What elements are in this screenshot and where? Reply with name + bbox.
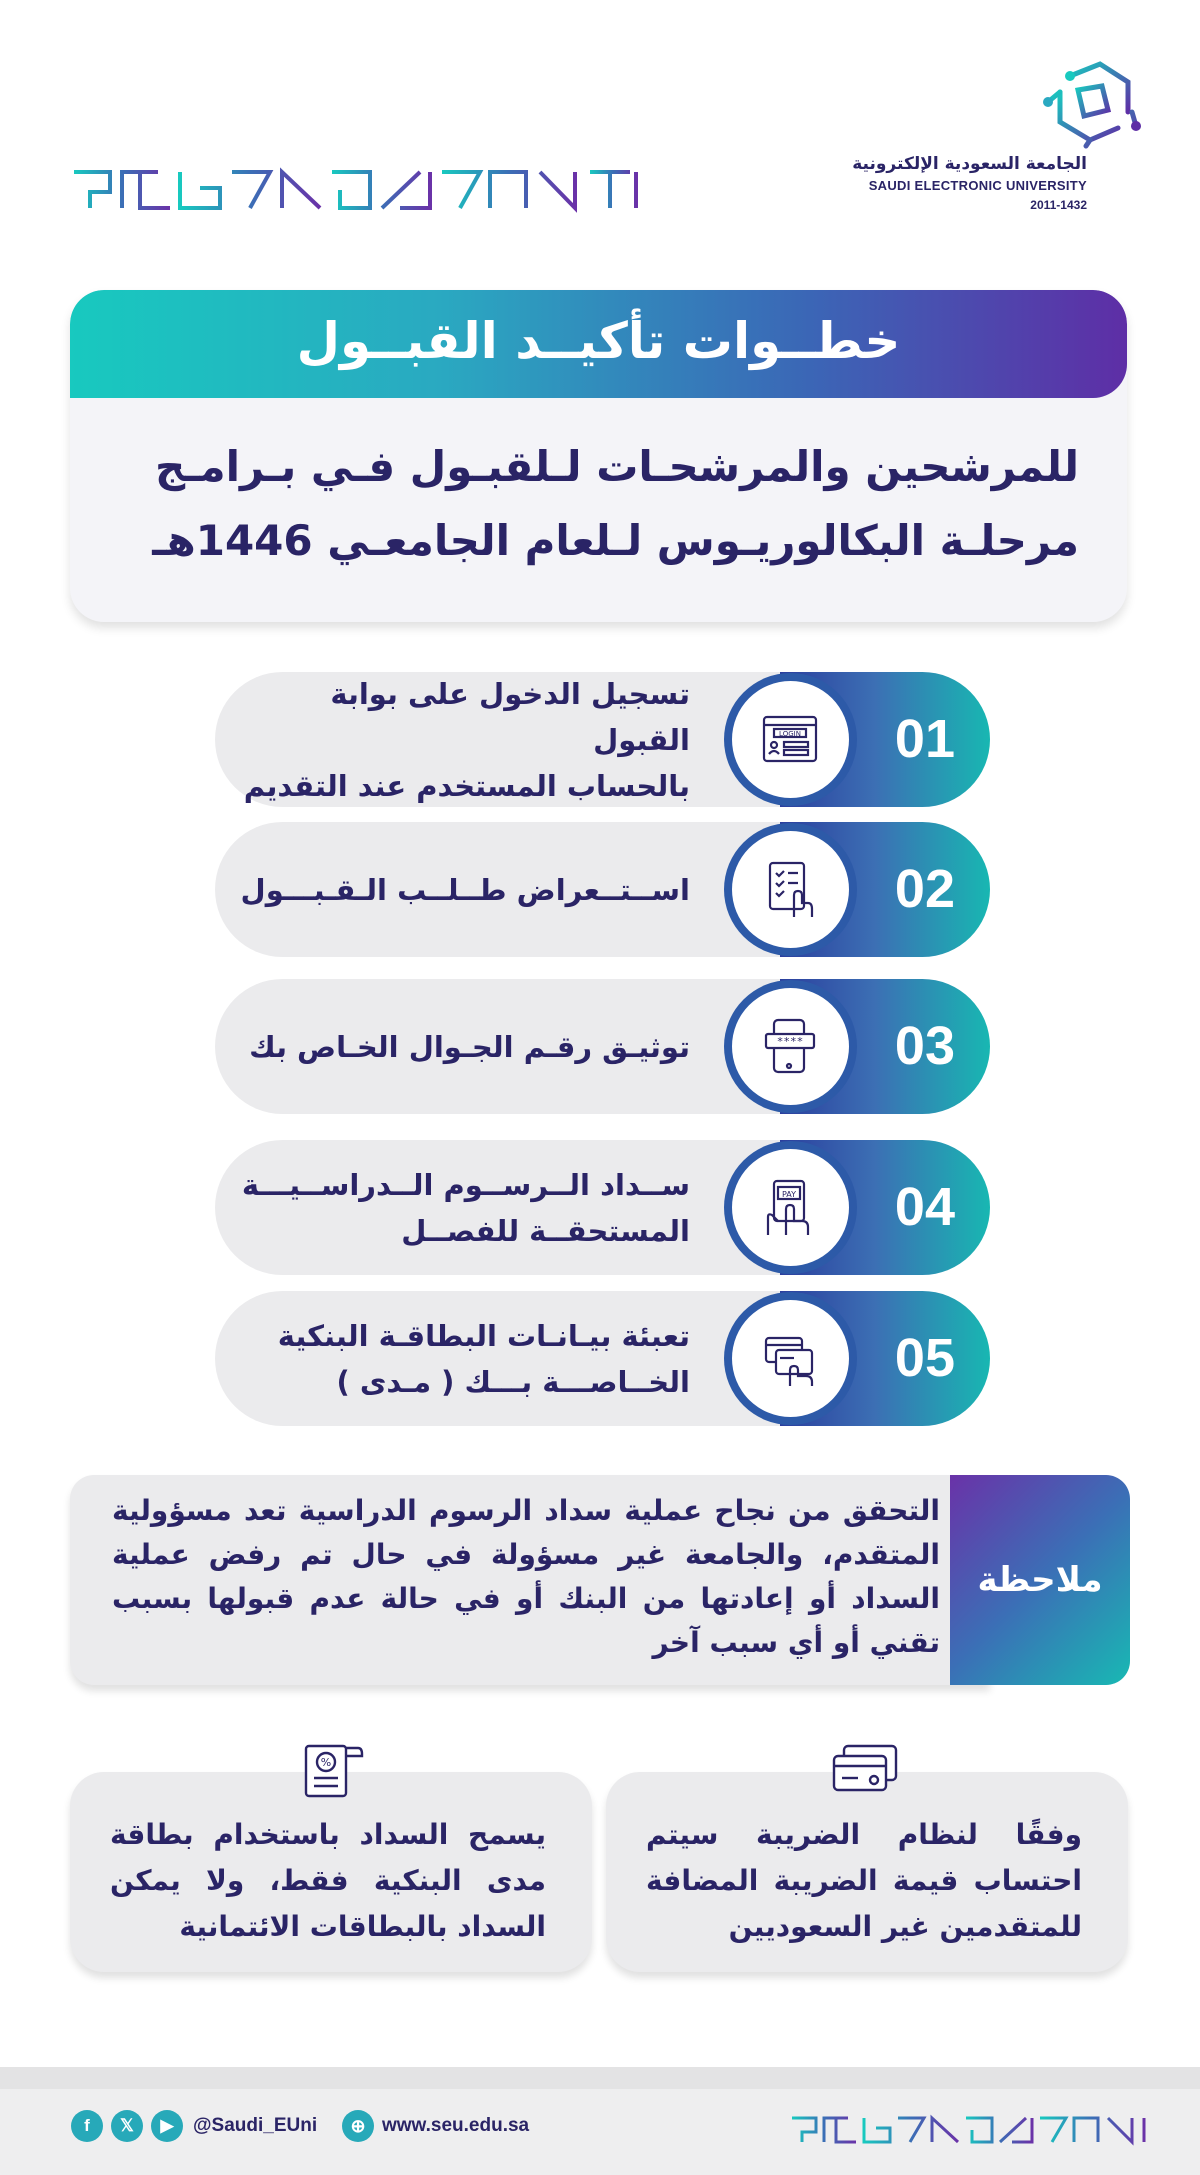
mada-info-text: يسمح السداد باستخدام بطاقة مدى البنكية فقط، ولا يمكن السداد بالبطاقات الائتمانية	[110, 1818, 546, 1943]
step-01	[215, 672, 990, 807]
step-number: 02	[894, 859, 955, 919]
login-icon	[760, 709, 820, 769]
header-pattern	[70, 162, 640, 218]
tax-info-card	[606, 1772, 1128, 1972]
mada-info-card	[70, 1772, 592, 1972]
x-icon[interactable]: 𝕏	[111, 2110, 143, 2142]
tax-info-text: وفقًا لنظام الضريبة سيتم احتساب قيمة الضريبة المضافة للمتقدمين غير السعوديين	[646, 1818, 1082, 1943]
website-link[interactable]: www.seu.edu.sa	[382, 2115, 530, 2136]
step-line-1: ســداد الــرســوم الــدراســيـــة	[241, 1167, 690, 1202]
card-reader-icon	[828, 1742, 904, 1800]
step-line-1: توثيـق رقـم الجـوال الخـاص بك	[249, 1029, 690, 1064]
globe-icon: ⊕	[342, 2110, 374, 2142]
step-line-2: المستحقــة للفصــل	[401, 1213, 690, 1248]
step-line-1: اســتــعراض طــلــب الـقـبـــول	[240, 872, 690, 907]
university-years: 2011-1432	[1030, 198, 1087, 212]
step-02	[215, 822, 990, 957]
step-number: 04	[894, 1177, 955, 1237]
step-line-1: تسجيل الدخول على بوابة القبول	[330, 676, 690, 757]
facebook-icon[interactable]: f	[71, 2110, 103, 2142]
bank-card-icon	[760, 1328, 820, 1388]
svg-text:PAY: PAY	[781, 1190, 797, 1199]
social-handle[interactable]: @Saudi_EUni	[193, 2115, 318, 2136]
svg-text:LOGIN: LOGIN	[779, 730, 801, 738]
receipt-icon	[296, 1740, 366, 1802]
payment-icon	[760, 1177, 820, 1237]
step-number: 01	[894, 709, 955, 769]
svg-text:%: %	[320, 1756, 332, 1769]
step-line-2: الخــاصـــة بـــك ( مـدى )	[336, 1364, 690, 1399]
youtube-icon[interactable]: ▶	[151, 2110, 183, 2142]
title-card	[70, 290, 1127, 622]
page-title: خطــوات تأكيــد القبــول	[296, 312, 901, 370]
subtitle-line-1: للمرشحين والمرشحـات لـلقبـول فـي بـرامـج	[154, 442, 1079, 491]
note-label: ملاحظة	[977, 1560, 1103, 1600]
step-number: 05	[894, 1328, 955, 1388]
note-text: التحقق من نجاح عملية سداد الرسوم الدراسية تعد مسؤولية المتقدم، والجامعة غير مسؤولة في حال تم رفض عملية السداد أو إعادتها من البنك أو في حالة عدم قبولها بسبب تقني أو أي سبب آخر	[112, 1494, 940, 1659]
note-box	[70, 1475, 1130, 1685]
step-line-1: تعبئة بيـانـات البطاقـة البنكية	[277, 1318, 690, 1353]
step-03	[215, 979, 990, 1114]
university-logo-icon	[1040, 56, 1142, 150]
university-name	[787, 154, 1087, 212]
university-name-ar: الجامعة السعودية الإلكترونية	[852, 154, 1087, 174]
mobile-verify-icon	[760, 1016, 820, 1076]
university-name-en: SAUDI ELECTRONIC UNIVERSITY	[868, 178, 1087, 193]
application-review-icon	[760, 859, 820, 919]
footer-pattern	[788, 2112, 1154, 2146]
step-number: 03	[894, 1016, 955, 1076]
step-line-2: بالحساب المستخدم عند التقديم	[243, 768, 690, 803]
subtitle-line-2: مرحلـة البكالوريـوس لـلعام الجامعـي 1446هـ	[152, 516, 1079, 565]
page-subtitle	[110, 430, 1079, 578]
step-04	[215, 1140, 990, 1275]
step-05	[215, 1291, 990, 1426]
svg-text:****: ****	[776, 1035, 804, 1048]
